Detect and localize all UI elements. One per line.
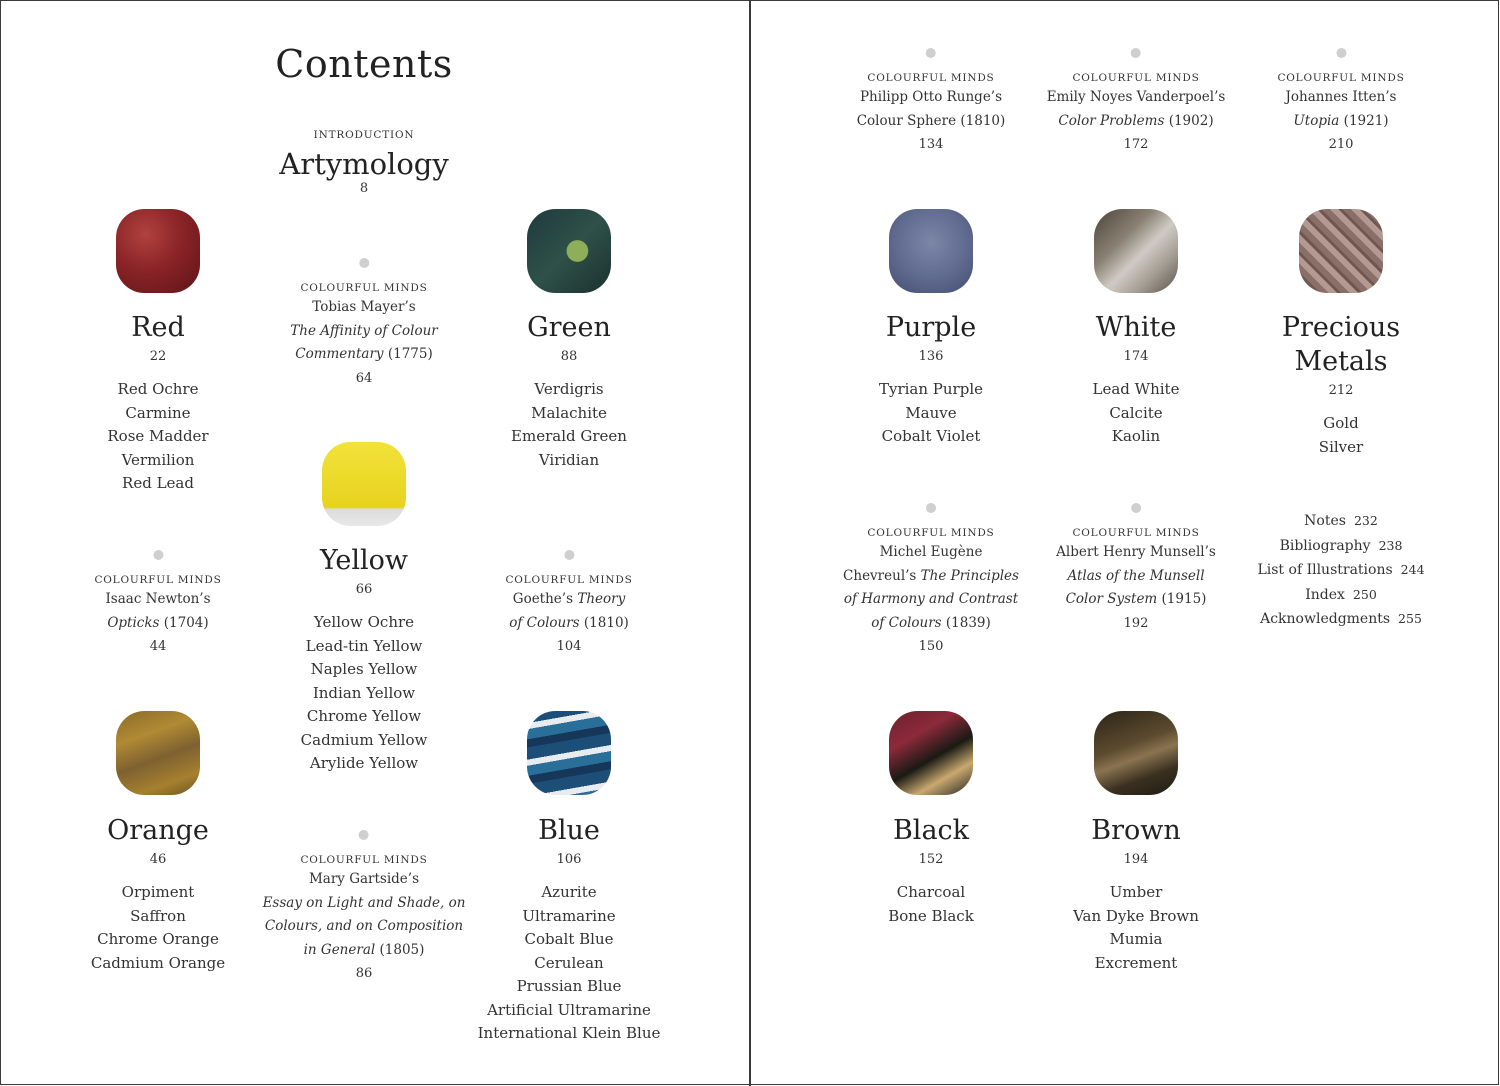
section-kicker: COLOURFUL MINDS: [1072, 527, 1200, 539]
pigment-list: [511, 378, 627, 472]
chapter-green[interactable]: [511, 311, 627, 472]
list-item: International Klein Blue: [477, 1024, 661, 1042]
list-item: Yellow Ochre: [313, 613, 415, 631]
list-item: Viridian: [538, 450, 600, 469]
chapter-title: Black: [892, 815, 970, 846]
list-item: Naples Yellow: [310, 660, 418, 678]
entry-page: 104: [556, 639, 582, 654]
chapter-title: Yellow: [319, 545, 409, 576]
brown-swatch-image: [1094, 711, 1178, 795]
entry-line: in General (1805): [303, 941, 425, 958]
section-kicker: COLOURFUL MINDS: [300, 282, 428, 294]
entry-line: Tobias Mayer’s: [312, 299, 416, 315]
entry-line: of Colours (1810): [509, 614, 629, 631]
back-matter-index[interactable]: Index 250: [1305, 586, 1377, 603]
bullet-dot: [153, 550, 163, 560]
chapter-page: 212: [1328, 383, 1354, 398]
entry-line: of Colours (1839): [871, 614, 991, 631]
chapter-title: Blue: [538, 815, 600, 846]
colourful-minds-gartside[interactable]: [263, 830, 466, 986]
intro-title: Artymology: [279, 147, 449, 181]
pigment-list: [888, 881, 974, 928]
blue-swatch-image: [527, 711, 611, 795]
list-item: Vermilion: [121, 450, 195, 469]
list-item: Rose Madder: [107, 427, 209, 445]
entry-line: Essay on Light and Shade, on: [262, 894, 466, 911]
section-kicker: COLOURFUL MINDS: [505, 574, 633, 586]
entry-page: 192: [1123, 615, 1149, 631]
intro-entry[interactable]: [279, 129, 448, 196]
precious-metals-swatch-image: [1299, 209, 1383, 293]
list-item: Silver: [1318, 437, 1364, 456]
entry-line: Commentary (1775): [295, 346, 433, 362]
page-title: Contents: [275, 42, 453, 86]
list-item: Cobalt Blue: [524, 930, 614, 948]
pigment-list: [1093, 378, 1180, 449]
list-item: Emerald Green: [511, 427, 627, 445]
entry-line: Michel Eugène: [879, 544, 983, 560]
colourful-minds-chevreul[interactable]: [843, 503, 1019, 659]
entry-page: 44: [149, 639, 167, 654]
entry-line: Opticks (1704): [107, 614, 209, 631]
chapter-page: 152: [918, 852, 944, 867]
pigment-list: [91, 881, 225, 975]
list-item: Chrome Orange: [97, 930, 219, 948]
back-matter-notes[interactable]: Notes 232: [1304, 513, 1378, 529]
entry-line: Philipp Otto Runge’s: [859, 89, 1003, 105]
entry-page: 64: [355, 370, 373, 386]
back-matter-bibliography[interactable]: Bibliography 238: [1279, 537, 1403, 554]
entry-line: Mary Gartside’s: [308, 871, 420, 887]
list-item: Gold: [1323, 414, 1359, 432]
entry-line: Colour Sphere (1810): [856, 112, 1006, 129]
list-item: Umber: [1109, 883, 1163, 901]
list-item: Mumia: [1109, 930, 1163, 948]
bullet-dot: [1336, 48, 1346, 58]
list-item: Ultramarine: [522, 906, 616, 925]
entry-line: Johannes Itten’s: [1285, 89, 1397, 105]
list-item: Lead White: [1092, 380, 1180, 398]
black-swatch-image: [889, 711, 973, 795]
chapter-title: Brown: [1091, 815, 1181, 846]
intro-page: 8: [359, 181, 369, 196]
entry-line: Utopia (1921): [1293, 112, 1389, 129]
section-kicker: COLOURFUL MINDS: [867, 527, 995, 539]
list-item: Van Dyke Brown: [1073, 906, 1199, 925]
entry-line: of Harmony and Contrast: [843, 591, 1019, 607]
section-kicker: COLOURFUL MINDS: [94, 574, 222, 586]
section-kicker: COLOURFUL MINDS: [1072, 72, 1200, 84]
chapter-yellow[interactable]: [301, 544, 428, 776]
chapter-blue[interactable]: [478, 814, 661, 1046]
list-item: Tyrian Purple: [878, 380, 984, 398]
entry-line: Goethe’s Theory: [512, 591, 626, 607]
chapter-title: Purple: [885, 312, 977, 343]
list-item: Carmine: [125, 403, 191, 422]
bullet-dot: [359, 830, 369, 840]
chapter-brown[interactable]: [1073, 814, 1199, 975]
colourful-minds-itten[interactable]: [1277, 48, 1404, 157]
chapter-title: Orange: [107, 815, 209, 846]
red-swatch-image: [116, 209, 200, 293]
list-item: Excrement: [1094, 953, 1178, 972]
entry-line: Isaac Newton’s: [105, 591, 211, 607]
list-item: Lead-tin Yellow: [305, 636, 423, 655]
back-matter-acknowledgments[interactable]: Acknowledgments 255: [1260, 611, 1422, 627]
list-item: Red Lead: [122, 474, 194, 492]
entry-line: Color System (1915): [1065, 591, 1207, 607]
entry-line: Atlas of the Munsell: [1067, 567, 1205, 584]
entry-page: 150: [918, 639, 944, 654]
bullet-dot: [359, 258, 369, 268]
entry-line: Color Problems (1902): [1058, 112, 1214, 129]
chapter-title-line: Precious: [1281, 312, 1401, 343]
pigment-list: [107, 378, 208, 496]
section-kicker: COLOURFUL MINDS: [867, 72, 995, 84]
bullet-dot: [1131, 48, 1141, 58]
list-item: Cadmium Orange: [90, 953, 226, 972]
chapter-title: Red: [131, 312, 185, 343]
chapter-title-line: Metals: [1294, 346, 1388, 377]
list-item: Artificial Ultramarine: [487, 1000, 651, 1019]
book-spine: [749, 0, 751, 1086]
list-item: Charcoal: [896, 883, 966, 901]
entry-line: The Affinity of Colour: [290, 322, 438, 339]
white-swatch-image: [1094, 209, 1178, 293]
colourful-minds-newton[interactable]: [94, 550, 221, 659]
list-item: Azurite: [541, 883, 597, 901]
chapter-red[interactable]: [107, 311, 208, 496]
intro-kicker: INTRODUCTION: [313, 129, 415, 141]
list-item: Orpiment: [121, 883, 195, 901]
bullet-dot: [1131, 503, 1141, 513]
entry-line: Colours, and on Composition: [264, 918, 464, 934]
chapter-purple[interactable]: [879, 311, 983, 449]
green-swatch-image: [527, 209, 611, 293]
list-item: Bone Black: [888, 906, 974, 925]
yellow-swatch-image: [322, 442, 406, 526]
list-item: Kaolin: [1111, 427, 1161, 445]
list-item: Prussian Blue: [516, 977, 622, 995]
back-matter-illustrations[interactable]: List of Illustrations 244: [1257, 562, 1425, 578]
colourful-minds-goethe[interactable]: [505, 550, 632, 659]
entry-page: 172: [1123, 137, 1149, 152]
purple-swatch-image: [889, 209, 973, 293]
pigment-list: [301, 611, 428, 776]
chapter-page: 66: [355, 582, 373, 597]
chapter-page: 88: [560, 349, 578, 364]
entry-line: Emily Noyes Vanderpoel’s: [1046, 89, 1226, 105]
entry-line: Chevreul’s The Principles: [843, 567, 1019, 584]
chapter-white[interactable]: [1093, 311, 1180, 449]
colourful-minds-mayer[interactable]: [290, 258, 437, 391]
chapter-precious-metals[interactable]: [1282, 311, 1400, 459]
pigment-list: [1282, 412, 1400, 459]
bullet-dot: [926, 48, 936, 58]
chapter-title: Green: [527, 312, 611, 343]
section-kicker: COLOURFUL MINDS: [300, 854, 428, 866]
list-item: Malachite: [531, 403, 607, 422]
colourful-minds-munsell[interactable]: [1056, 503, 1216, 636]
section-kicker: COLOURFUL MINDS: [1277, 72, 1405, 84]
entry-line: Albert Henry Munsell’s: [1056, 544, 1216, 560]
colourful-minds-vanderpoel[interactable]: [1047, 48, 1226, 157]
chapter-title: White: [1095, 312, 1177, 343]
bullet-dot: [564, 550, 574, 560]
list-item: Arylide Yellow: [309, 754, 419, 772]
chapter-black[interactable]: [888, 814, 974, 928]
entry-page: 86: [355, 966, 373, 981]
list-item: Indian Yellow: [312, 683, 416, 702]
orange-swatch-image: [116, 711, 200, 795]
chapter-page: 22: [149, 349, 167, 364]
pigment-list: [879, 378, 983, 449]
list-item: Saffron: [130, 906, 186, 925]
entry-page: 134: [918, 137, 944, 152]
list-item: Cerulean: [534, 953, 604, 972]
back-matter-list: [1257, 509, 1424, 632]
list-item: Mauve: [905, 403, 957, 422]
chapter-page: 174: [1123, 349, 1149, 364]
pigment-list: [1073, 881, 1199, 975]
list-item: Chrome Yellow: [306, 707, 422, 725]
list-item: Red Ochre: [117, 380, 199, 398]
list-item: Cobalt Violet: [881, 427, 981, 445]
chapter-page: 46: [149, 852, 167, 867]
bullet-dot: [926, 503, 936, 513]
list-item: Cadmium Yellow: [300, 730, 428, 749]
chapter-page: 136: [918, 349, 944, 364]
pigment-list: [478, 881, 661, 1046]
chapter-page: 106: [556, 852, 582, 867]
colourful-minds-runge[interactable]: [857, 48, 1006, 157]
entry-page: 210: [1328, 137, 1354, 152]
chapter-page: 194: [1123, 852, 1149, 867]
chapter-orange[interactable]: [91, 814, 225, 975]
list-item: Calcite: [1109, 403, 1163, 422]
list-item: Verdigris: [534, 380, 604, 398]
